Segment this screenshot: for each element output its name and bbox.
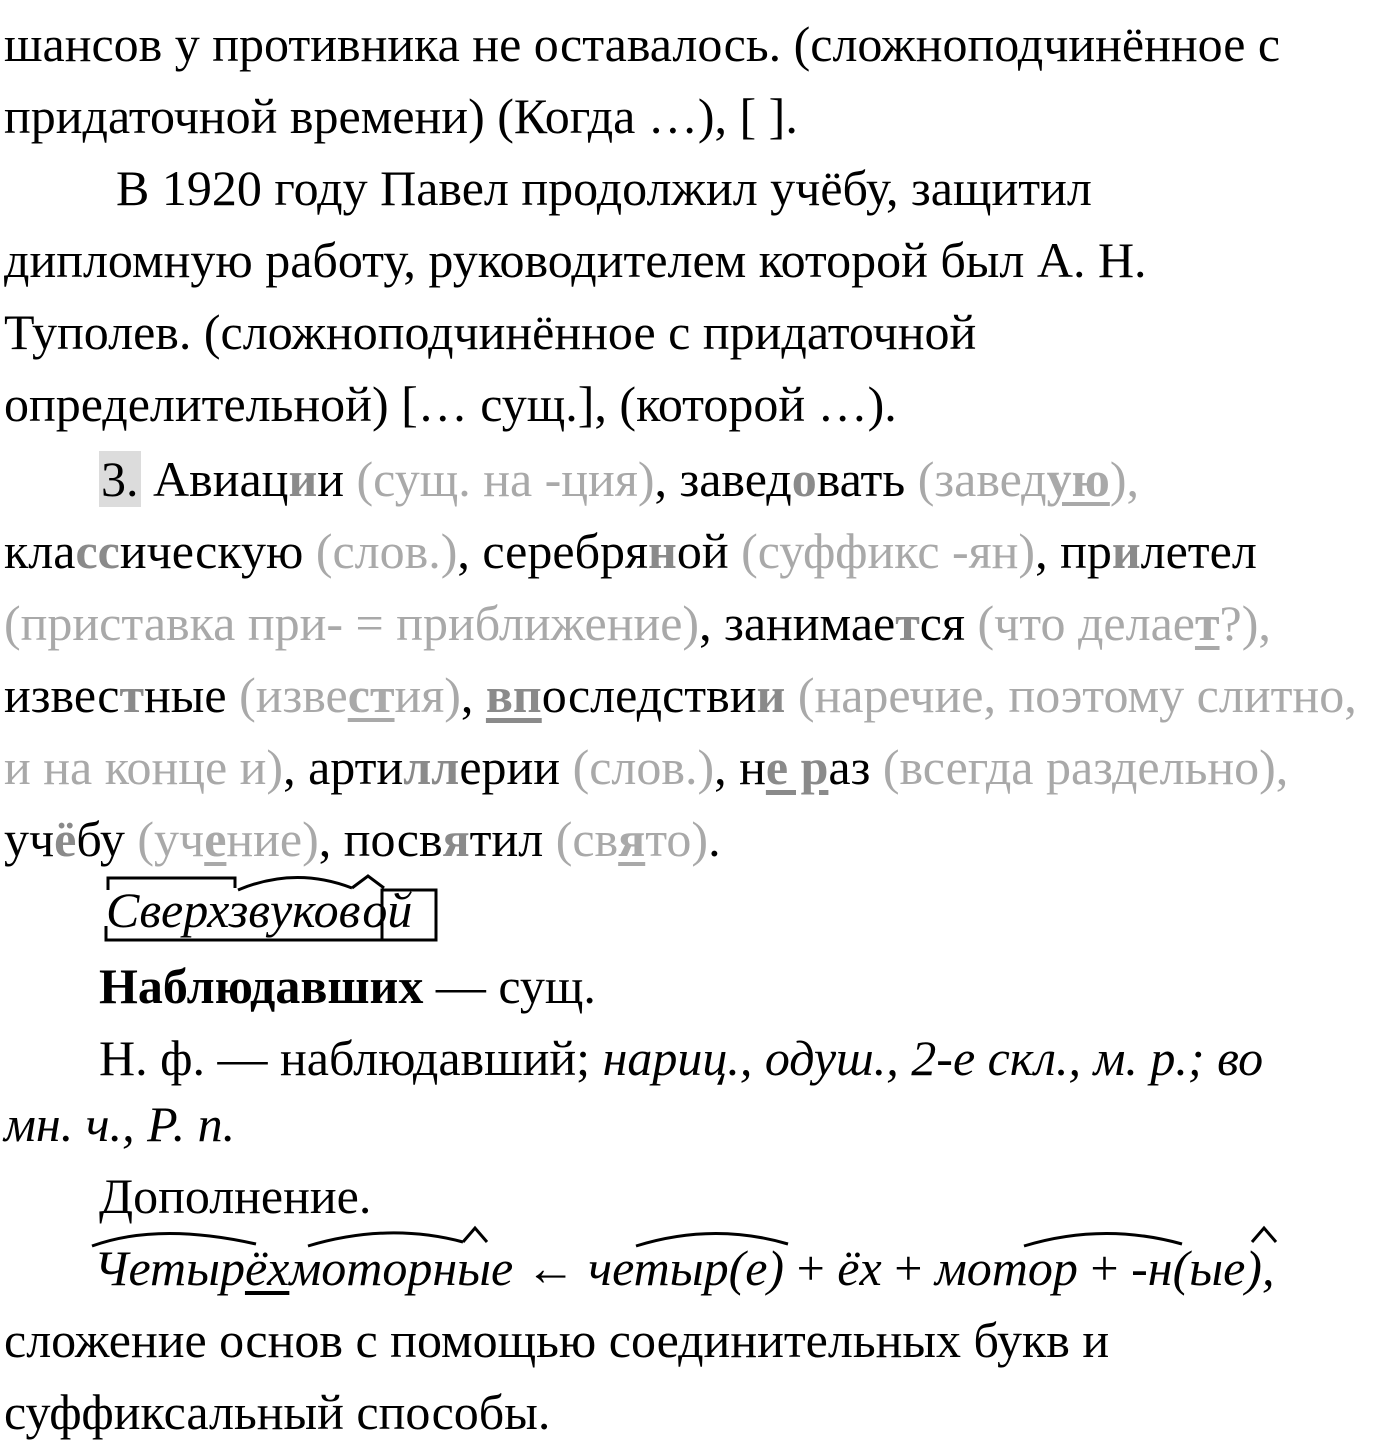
word-formation-text	[94, 1232, 1274, 1304]
plus-sign: + -	[1077, 1240, 1148, 1296]
word-part: , пр	[1035, 523, 1112, 579]
explanation-underlined: ст	[347, 667, 395, 723]
ending: (ые)	[1172, 1240, 1262, 1296]
base-part: (е)	[728, 1240, 785, 1296]
word-part: , занимае	[699, 595, 896, 651]
highlighted-letter: я	[442, 811, 470, 867]
syntactic-role: Дополнение.	[99, 1168, 372, 1224]
explanation: (сущ. на -ция)	[344, 451, 655, 507]
task3-line-4	[4, 659, 1357, 731]
word-part: оследстви	[541, 667, 757, 723]
word-part: летел	[1140, 523, 1257, 579]
word-part: бу	[76, 811, 125, 867]
word-part: , посв	[318, 811, 443, 867]
word-part: , завед	[654, 451, 792, 507]
part-of-speech: — сущ.	[423, 958, 596, 1014]
word-part: , арти	[283, 739, 404, 795]
punctuation: ,	[1261, 1240, 1275, 1296]
task3-line-3	[4, 587, 1271, 659]
word-formation	[88, 1222, 1398, 1302]
explanation: и на конце и)	[4, 739, 284, 795]
parse-nf-line-2: мн. ч., Р. п.	[4, 1096, 236, 1152]
text-line: В 1920 году Павел продолжил учёбу, защитил	[116, 160, 1092, 216]
explanation: ия)	[394, 667, 461, 723]
word-part: ой	[676, 523, 729, 579]
highlighted-letter: и	[756, 667, 786, 723]
explanation-underlined: я	[618, 811, 646, 867]
word-part: , н	[714, 739, 766, 795]
explanation: (слов.)	[303, 523, 458, 579]
highlighted-letter: и	[288, 451, 318, 507]
ending: ой	[362, 882, 413, 938]
text-line: шансов у противника не оставалось. (сложноподчинённое с	[4, 16, 1281, 72]
word-part: ные	[144, 667, 227, 723]
word-part: моторные	[289, 1240, 514, 1296]
explanation: (уч	[124, 811, 205, 867]
word-part: , серебря	[457, 523, 648, 579]
arrow-icon: ←	[513, 1240, 589, 1296]
highlighted-letter: сс	[75, 523, 120, 579]
explanation-underlined: е	[204, 811, 227, 867]
explanation: ние)	[226, 811, 319, 867]
connecting-letters: ёх	[244, 1240, 290, 1296]
morpheme-analysis-1	[100, 872, 440, 944]
word-part: изве	[4, 667, 98, 723]
text-line: сложение основ с помощью соединительных букв и	[4, 1312, 1110, 1368]
task3-line-6	[4, 803, 721, 875]
text-line: придаточной времени) (Когда …), [ ].	[4, 88, 798, 144]
explanation: ?),	[1219, 595, 1271, 651]
word-part: Авиац	[140, 451, 289, 507]
word-part: кла	[4, 523, 76, 579]
highlighted-letter: т	[119, 667, 145, 723]
explanation: (что делае	[965, 595, 1195, 651]
explanation-underlined: т	[1194, 595, 1220, 651]
highlighted-letter: т	[895, 595, 920, 651]
connecting-letters: ёх	[837, 1240, 882, 1296]
explanation: (суффикс -ян)	[728, 523, 1036, 579]
initial-form: Н. ф. — наблюдавший;	[99, 1030, 603, 1086]
explanation: то)	[645, 811, 709, 867]
word-part: тил	[469, 811, 544, 867]
text-line: определительной) [… сущ.], (которой …).	[4, 376, 897, 432]
word-part: и	[317, 451, 345, 507]
grammar-features: нариц., одуш., 2-е скл., м. р.; во	[602, 1030, 1264, 1086]
parse-word-line	[99, 950, 596, 1022]
word-part: аз	[828, 739, 871, 795]
explanation: (наречие, поэтому слитно,	[785, 667, 1357, 723]
task3-line-5	[4, 731, 1288, 803]
word-part: ся	[919, 595, 965, 651]
explanation-underlined: ую	[1046, 451, 1110, 507]
word-part: уч	[4, 811, 55, 867]
highlighted-letter: о	[791, 451, 817, 507]
parse-nf-line	[99, 1022, 1263, 1094]
explanation: (слов.)	[560, 739, 715, 795]
text-line: суффиксальный способы.	[4, 1384, 551, 1440]
highlighted-letter: н	[648, 523, 677, 579]
suffix: н	[1147, 1240, 1173, 1296]
explanation: (приставка при- = приближение)	[4, 595, 700, 651]
word-part: с	[97, 667, 120, 723]
highlighted-letter: лл	[403, 739, 460, 795]
task-number: 3.	[101, 451, 139, 507]
highlighted-letters-underlined: е р	[765, 739, 829, 795]
base-part: четыр	[588, 1240, 729, 1296]
highlighted-letters-underlined: вп	[485, 667, 542, 723]
highlighted-letter: и	[1111, 523, 1141, 579]
word-part: ерии	[459, 739, 561, 795]
explanation: ),	[1109, 451, 1139, 507]
plus-sign: +	[881, 1240, 935, 1296]
explanation: (св	[543, 811, 619, 867]
word-part: ,	[460, 667, 486, 723]
parse-word: Наблюдавших	[99, 958, 424, 1014]
word-part: ическую	[119, 523, 304, 579]
text-line: дипломную работу, руководителем которой был А. Н.	[4, 232, 1147, 288]
text-line: Туполев. (сложноподчинённое с придаточной	[4, 304, 977, 360]
word-part: .	[708, 811, 721, 867]
plus-sign: +	[784, 1240, 838, 1296]
highlighted-letter: ё	[54, 811, 77, 867]
base-part: мотор	[934, 1240, 1078, 1296]
word-part: Четыр	[94, 1240, 245, 1296]
explanation: (завед	[905, 451, 1047, 507]
explanation: (изве	[226, 667, 348, 723]
explanation: (всегда раздельно),	[870, 739, 1289, 795]
task3-line-1	[99, 443, 1139, 515]
task3-line-2	[4, 515, 1257, 587]
word-part: вать	[816, 451, 906, 507]
morph-word: Сверхзвуковой	[106, 882, 413, 938]
